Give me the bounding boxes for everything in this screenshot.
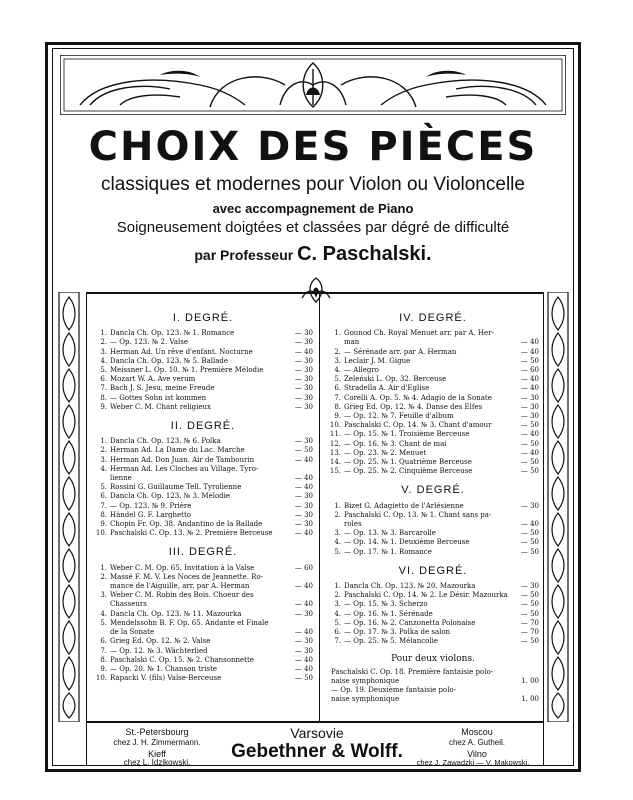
catalog-entry (93, 656, 313, 665)
entry-title: Stradella A. Air d'Eglise (344, 384, 430, 393)
catalog-panel (86, 292, 544, 722)
entry-title: — Op. 25. № 1. Quatrième Berceuse (344, 458, 472, 467)
catalog-entry (93, 591, 313, 600)
catalog-entry (93, 511, 313, 520)
catalog-entry (327, 440, 539, 449)
author-name: C. Paschalski. (297, 243, 432, 265)
entry-number: 4. (100, 609, 107, 618)
entry-title: Gounod Ch. Royal Menuet arr. par A. Her- (344, 329, 494, 338)
entry-price: — 50 (520, 467, 539, 476)
entry-price: — 30 (520, 501, 539, 510)
catalog-entry (327, 511, 539, 520)
duo-entry (327, 695, 539, 704)
entry-number: 5. (100, 366, 107, 375)
catalog-entry (327, 394, 539, 403)
entry-number: 6. (334, 384, 341, 393)
entry-title: — Op. 15. № 1. Troisième Berceuse (344, 430, 470, 439)
degree-heading: V. DEGRÉ. (401, 484, 465, 497)
entry-price: — 40 (294, 529, 313, 538)
catalog-entry (93, 637, 313, 646)
catalog-entry (327, 582, 539, 591)
entry-price: — 50 (520, 547, 539, 556)
fingering-line: Soigneusement doigtées et classées par dégré de difficulté (116, 219, 510, 236)
entry-number: 1. (100, 437, 107, 446)
entry-number: 6. (100, 492, 107, 501)
entry-title: Chopin Fr. Op. 38. Andantino de la Ballade (110, 520, 263, 529)
entry-title: Weber C. M. Chant religieux (110, 402, 212, 411)
accompaniment-line: avec accompagnement de Piano (212, 201, 414, 216)
entry-title: Żeleński L. Op. 32. Berceuse (344, 375, 447, 384)
entry-number: 7. (334, 637, 341, 646)
catalog-entry (93, 338, 313, 347)
entry-price: — 40 (294, 664, 313, 673)
catalog-entry (327, 637, 539, 646)
entry-price: 1. 00 (521, 676, 539, 685)
catalog-entry (93, 357, 313, 366)
entry-title: naise symphonique (331, 676, 400, 685)
entry-number: 4. (334, 609, 341, 618)
catalog-entry (93, 529, 313, 538)
entry-title: Dancla Ch. Op. 123. № 6. Polka (110, 437, 221, 446)
entry-number: 4. (100, 356, 107, 365)
entry-price: — 30 (294, 329, 313, 338)
catalog-entry (93, 665, 313, 674)
catalog-entry (327, 357, 539, 366)
right-ornament-border (547, 292, 569, 722)
degree-heading: III. DEGRÉ. (168, 546, 238, 559)
kieff-agent: chez L. Idzikowski. (123, 758, 191, 767)
entry-price: — 50 (520, 458, 539, 467)
vilno-agent: chez J. Zawadzki — V. Makowski. (416, 758, 530, 767)
entry-title: — Sérénade arr. par A. Herman (344, 347, 457, 356)
entry-number (93, 600, 107, 609)
degree-heading: II. DEGRÉ. (170, 420, 236, 433)
catalog-entry (93, 573, 313, 582)
entry-number: 11. (329, 430, 341, 439)
catalog-entry (93, 375, 313, 384)
stp-city: St.-Petersbourg (125, 727, 189, 737)
moscou-city: Moscou (461, 727, 493, 737)
entry-title: Meissner L. Op. 10. № 1. Première Mélodie (110, 366, 264, 375)
entry-price: — 60 (294, 563, 313, 572)
entry-number: 2. (100, 338, 107, 347)
entry-price: — 50 (520, 538, 539, 547)
entry-title: — Op. 17. № 3. Polka de salon (344, 628, 451, 637)
catalog-entry (327, 502, 539, 511)
entry-price: — 50 (520, 637, 539, 646)
moscou-agent: chez A. Gutheil. (448, 738, 506, 747)
entry-price: — 30 (520, 402, 539, 411)
catalog-entry (93, 465, 313, 474)
entry-number: 9. (100, 520, 107, 529)
entry-price: 1. 00 (521, 695, 539, 704)
entry-title: Dancla Ch. Op. 123. № 3. Mélodie (110, 492, 231, 501)
entry-title: Dancla Ch. Op. 123. № 11. Mazourka (110, 609, 242, 618)
entry-title: Mendelssohn B. F. Op. 65. Andante et Finale (110, 618, 269, 627)
entry-title: lienne (110, 474, 132, 483)
entry-price: — 50 (520, 439, 539, 448)
entry-price: — 40 (294, 347, 313, 356)
entry-number: 4. (334, 538, 341, 547)
entry-title: Corelli A. Op. 5. № 4. Adagio de la Sonate (344, 393, 492, 402)
entry-title: — Op. 19. Deuxième fantaisie polo- (331, 686, 457, 695)
entry-number (93, 628, 107, 637)
entry-number: 3. (100, 347, 107, 356)
catalog-entry (93, 520, 313, 529)
publishers-box (86, 722, 544, 766)
entry-price: — 40 (294, 582, 313, 591)
entry-title: — Op. 13. № 3. Barcarolle (344, 529, 436, 538)
entry-title: Herman Ad. Don Juan. Air de Tambourin (110, 455, 255, 464)
entry-number: 4. (100, 464, 107, 473)
entry-price (287, 619, 313, 628)
entry-price: — 30 (294, 637, 313, 646)
entry-number: 2. (334, 347, 341, 356)
entry-price: — 70 (520, 628, 539, 637)
entry-price (513, 668, 539, 677)
entry-title: Rapacki V. (fils) Valse-Berceuse (110, 674, 222, 683)
entry-number: 8. (100, 510, 107, 519)
entry-price: — 50 (294, 674, 313, 683)
entry-title: — Op. 25. № 2. Cinquième Berceuse (344, 467, 473, 476)
catalog-entry (327, 591, 539, 600)
entry-number: 15. (329, 467, 341, 476)
entry-title: — Op. 15. № 3. Scherzo (344, 600, 428, 609)
entry-number: 2. (334, 591, 341, 600)
entry-price: — 30 (294, 437, 313, 446)
entry-title: — Op. 12. № 3. Wächterlied (110, 646, 208, 655)
entry-title: Dancla Ch. Op. 123. № 5. Ballade (110, 356, 228, 365)
duo-entry (327, 686, 539, 695)
catalog-entry (93, 394, 313, 403)
entry-price: — 30 (294, 366, 313, 375)
entry-number: 7. (100, 501, 107, 510)
entry-price: — 40 (520, 448, 539, 457)
entry-title: Händel G. F. Larghetto (110, 510, 192, 519)
kieff-city: Kieff (148, 749, 166, 759)
entry-title: — Op. 23. № 2. Menuet (344, 448, 427, 457)
entry-price: — 30 (294, 501, 313, 510)
catalog-entry (327, 520, 539, 529)
catalog-entry (93, 647, 313, 656)
entry-title: Massé F. M. V. Les Noces de Jeannette. Ro- (110, 572, 264, 581)
entry-price: — 30 (294, 402, 313, 411)
entry-price (513, 511, 539, 520)
publisher-name: Gebethner & Wolff. (231, 741, 403, 762)
entry-number: 6. (100, 637, 107, 646)
entry-price: — 70 (520, 618, 539, 627)
entry-number: 1. (334, 329, 341, 338)
entry-price: — 30 (520, 582, 539, 591)
entry-number: 10. (329, 421, 341, 430)
entry-number (327, 520, 341, 529)
catalog-entry (93, 474, 313, 483)
entry-title: Weber C. M. Op. 65. Invitation à la Valse (110, 563, 255, 572)
entry-title: Rossini G. Guillaume Tell. Tyrolienne (110, 483, 242, 492)
catalog-entry (93, 403, 313, 412)
entry-price: — 30 (294, 356, 313, 365)
entry-number: 3. (100, 591, 107, 600)
entry-number: 7. (334, 393, 341, 402)
entry-number: 2. (100, 446, 107, 455)
page-title: CHOIX DES PIÈCES (88, 124, 538, 170)
entry-price: — 60 (520, 366, 539, 375)
entry-title: Paschalski C. Op. 13. № 2. Première Berceuse (110, 529, 273, 538)
entry-number: 5. (100, 618, 107, 627)
duo-heading: Pour deux violons. (391, 653, 475, 664)
entry-number: 10. (95, 674, 107, 683)
entry-title: Grieg Ed. Op. 12. № 4. Danse des Elfes (344, 402, 483, 411)
entry-number: 9. (334, 412, 341, 421)
entry-title: man (344, 338, 360, 347)
entry-title: Paschalski C. Op. 15. № 2. Chansonnette (110, 655, 254, 664)
entry-price: — 40 (520, 375, 539, 384)
entry-title: — Op. 14. № 1. Deuxième Berceuse (344, 538, 470, 547)
entry-number: 2. (334, 510, 341, 519)
catalog-entry (93, 348, 313, 357)
entry-number: 8. (100, 655, 107, 664)
entry-title: Bizet G. Adagietto de l'Arlésienne (344, 501, 464, 510)
entry-number: 5. (334, 547, 341, 556)
duo-entry (327, 677, 539, 686)
catalog-entry (327, 548, 539, 557)
top-ornament-band (60, 55, 566, 115)
entry-price: — 50 (520, 529, 539, 538)
catalog-entry (327, 628, 539, 637)
entry-number: 5. (100, 483, 107, 492)
catalog-entry (327, 348, 539, 357)
entry-number: 7. (100, 646, 107, 655)
entry-price: — 30 (294, 520, 313, 529)
entry-number (93, 582, 107, 591)
entry-price: — 40 (294, 483, 313, 492)
entry-title: Dancla Ch. Op. 123. № 20. Mazourka (344, 582, 476, 591)
catalog-entry (327, 458, 539, 467)
entry-price: — 40 (294, 600, 313, 609)
catalog-entry (327, 421, 539, 430)
subtitle: classiques et modernes pour Violon ou Violoncelle (101, 174, 525, 195)
entry-title: Paschalski C. Op. 14. № 3. Chant d'amour (344, 421, 492, 430)
entry-number: 3. (334, 356, 341, 365)
entry-title: Leclair J. M. Gigue (344, 356, 411, 365)
catalog-entry (327, 600, 539, 609)
entry-price: — 50 (520, 421, 539, 430)
entry-price (287, 573, 313, 582)
catalog-entry (327, 610, 539, 619)
entry-title: Weber C. M. Robin des Bois. Choeur des (110, 591, 254, 600)
entry-title: Chasseurs (110, 600, 147, 609)
entry-price (287, 591, 313, 600)
catalog-entry (327, 467, 539, 476)
entry-title: Paschalski C. Op. 14. № 2. Le Désir. Mazourka (344, 591, 508, 600)
catalog-entry (327, 338, 539, 347)
catalog-entry (327, 529, 539, 538)
entry-title: — Op. 25. № 5. Mélancolie (344, 637, 438, 646)
catalog-entry (93, 582, 313, 591)
entry-price (513, 686, 539, 695)
entry-title: Herman Ad. Les Cloches au Village. Tyro- (110, 464, 259, 473)
entry-title: — Op. 12. № 7. Feuille d'album (344, 412, 454, 421)
entry-number: 8. (334, 402, 341, 411)
entry-title: — Op. 16. № 3. Chant de mai (344, 439, 447, 448)
catalog-entry (93, 628, 313, 637)
entry-price: — 40 (294, 628, 313, 637)
entry-title: naise symphonique (331, 695, 400, 704)
entry-price: — 30 (294, 338, 313, 347)
entry-number: 7. (100, 384, 107, 393)
catalog-entry (93, 384, 313, 393)
entry-number: 3. (100, 455, 107, 464)
entry-title: Herman Ad. La Dame du Lac. Marche (110, 446, 245, 455)
entry-price: — 50 (520, 609, 539, 618)
catalog-entry (93, 600, 313, 609)
author-prefix: par Professeur (194, 247, 294, 263)
duo-entry (327, 668, 539, 677)
entry-price (287, 465, 313, 474)
entry-title: de la Sonate (110, 628, 155, 637)
entry-price: — 30 (294, 384, 313, 393)
catalog-entry (93, 437, 313, 446)
entry-title: — Op. 16. № 1. Sérénade (344, 609, 433, 618)
entry-number: 3. (334, 600, 341, 609)
catalog-entry (327, 449, 539, 458)
catalog-entry (327, 329, 539, 338)
column-divider (319, 294, 320, 721)
right-column (327, 300, 539, 705)
catalog-entry (93, 564, 313, 573)
entry-number: 14. (329, 458, 341, 467)
entry-price: — 30 (294, 609, 313, 618)
entry-title: Mozart W. A. Ave verum (110, 375, 196, 384)
entry-price: — 40 (294, 655, 313, 664)
entry-number: 8. (100, 393, 107, 402)
entry-number (93, 474, 107, 483)
entry-price: — 40 (520, 347, 539, 356)
catalog-entry (93, 446, 313, 455)
entry-number: 13. (329, 448, 341, 457)
left-ornament-border (58, 292, 80, 722)
entry-price: — 50 (520, 591, 539, 600)
entry-price: — 30 (520, 393, 539, 402)
entry-number: 1. (100, 563, 107, 572)
entry-title: — Op. 16. № 2. Canzonetta Polonaise (344, 618, 476, 627)
entry-price (513, 329, 539, 338)
entry-title: Paschalski C. Op. 13. № 1. Chant sans pa- (344, 510, 492, 519)
catalog-entry (93, 366, 313, 375)
entry-number: 4. (334, 366, 341, 375)
catalog-entry (93, 329, 313, 338)
entry-price: — 40 (520, 384, 539, 393)
catalog-entry (93, 492, 313, 501)
entry-number: 9. (100, 402, 107, 411)
left-column (93, 300, 313, 683)
entry-title: mance de l'Aiguille, arr. par A. Herman (110, 582, 250, 591)
degree-heading: IV. DEGRÉ. (399, 312, 467, 324)
entry-number: 1. (334, 582, 341, 591)
entry-price: — 50 (520, 600, 539, 609)
entry-number: 5. (334, 618, 341, 627)
catalog-entry (327, 619, 539, 628)
entry-number: 6. (100, 375, 107, 384)
entry-price: — 40 (520, 338, 539, 347)
entry-title: Herman Ad. Un rêve d'enfant. Nocturne (110, 347, 253, 356)
catalog-entry (327, 538, 539, 547)
entry-number: 9. (100, 664, 107, 673)
entry-price: — 30 (294, 646, 313, 655)
catalog-entry (327, 412, 539, 421)
catalog-entry (327, 375, 539, 384)
entry-title: — Op. 20. № 1. Chanson triste (110, 664, 218, 673)
catalog-entry (327, 403, 539, 412)
entry-price: — 40 (294, 455, 313, 464)
entry-price: — 50 (520, 356, 539, 365)
entry-title: — Op. 123. № 9. Prière (110, 501, 192, 510)
entry-number (327, 338, 341, 347)
entry-title: Bach J. S. Jesu, meine Freude (110, 384, 215, 393)
entry-price: — 30 (294, 393, 313, 402)
catalog-entry (327, 366, 539, 375)
main-city: Varsovie (290, 725, 344, 741)
entry-price: — 30 (294, 375, 313, 384)
entry-title: roles (344, 520, 362, 529)
catalog-entry (93, 619, 313, 628)
catalog-entry (93, 456, 313, 465)
entry-price: — 40 (520, 430, 539, 439)
entry-price: — 40 (294, 474, 313, 483)
entry-title: — Op. 17. № 1. Romance (344, 547, 432, 556)
entry-title: Grieg Ed. Op. 12. № 2. Valse (110, 637, 211, 646)
entry-number: 1. (334, 501, 341, 510)
entry-title: — Op. 123. № 2. Valse (110, 338, 189, 347)
entry-price: — 30 (294, 492, 313, 501)
degree-heading: VI. DEGRÉ. (398, 564, 468, 577)
entry-number: 6. (334, 628, 341, 637)
entry-number: 2. (100, 572, 107, 581)
entry-number: 12. (329, 439, 341, 448)
catalog-entry (93, 674, 313, 683)
title-block (56, 112, 570, 282)
entry-title: — Gottes Sohn ist kommen (110, 393, 207, 402)
entry-number: 1. (100, 329, 107, 338)
entry-title: Paschalski C. Op. 18. Première fantaisie polo- (331, 667, 494, 676)
entry-price: — 50 (294, 446, 313, 455)
catalog-entry (93, 483, 313, 492)
entry-title: — Allegro (344, 366, 379, 375)
vilno-city: Vilno (467, 749, 487, 759)
catalog-entry (327, 430, 539, 439)
catalog-entry (327, 384, 539, 393)
catalog-entry (93, 502, 313, 511)
entry-number: 5. (334, 375, 341, 384)
entry-number: 3. (334, 529, 341, 538)
entry-price: — 30 (520, 412, 539, 421)
author-line (56, 243, 570, 266)
entry-title: Dancla Ch. Op. 123. № 1. Romance (110, 329, 235, 338)
stp-agent: chez J. H. Zimmermann. (113, 738, 201, 747)
entry-number: 10. (95, 529, 107, 538)
entry-price: — 30 (294, 510, 313, 519)
catalog-entry (93, 610, 313, 619)
degree-heading: I. DEGRÉ. (172, 312, 234, 324)
entry-price: — 40 (520, 520, 539, 529)
